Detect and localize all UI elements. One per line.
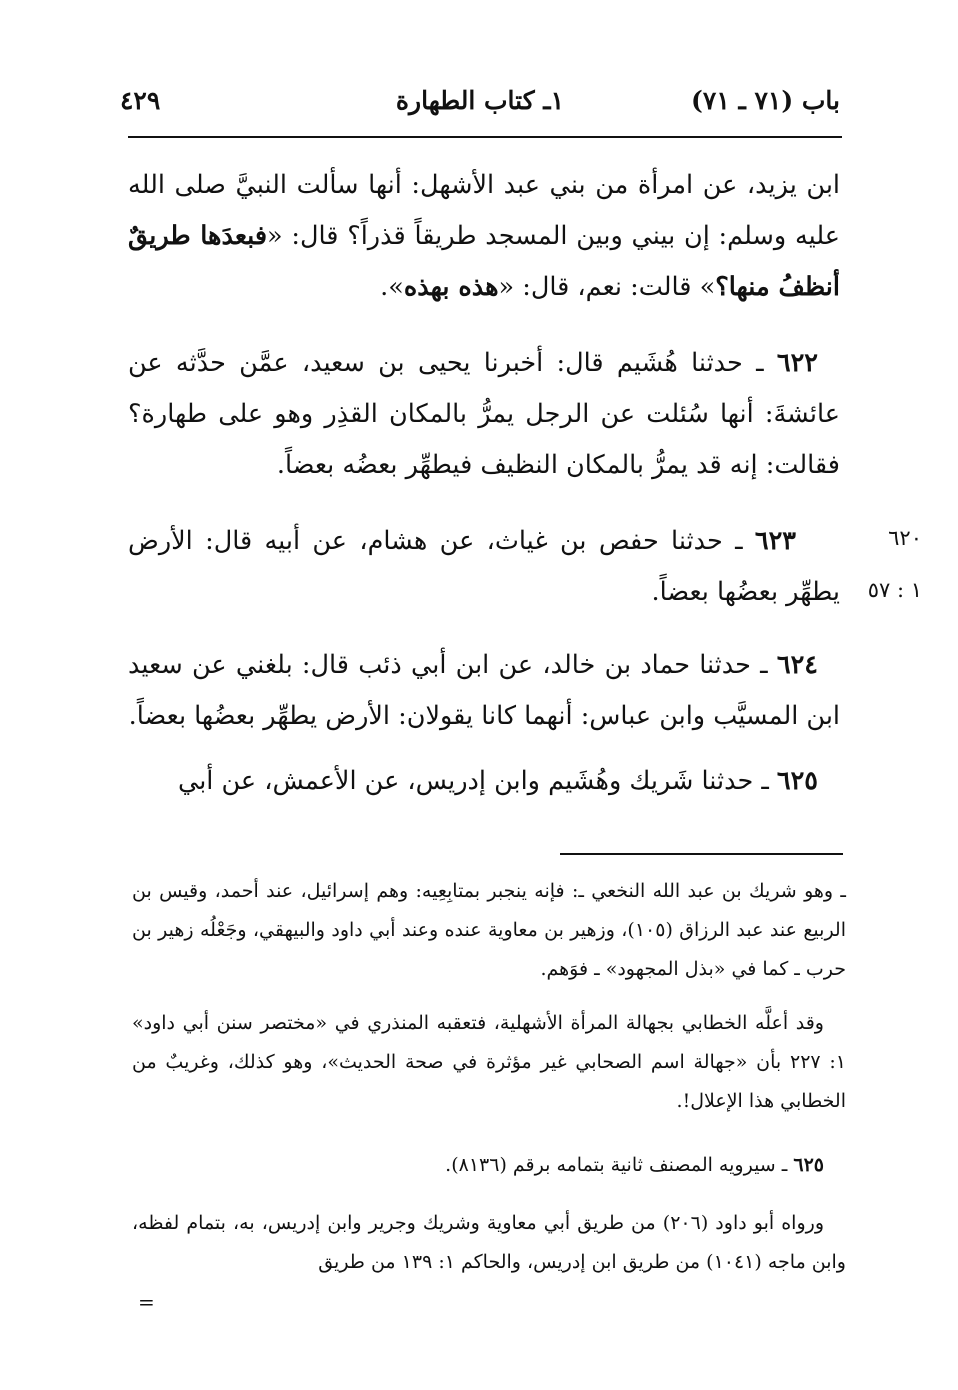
- hadith-text: ـ حدثنا هُشَيم قال: أخبرنا يحيى بن سعيد، عمَّن حدَّثه عن عائشةَ: أنها سُئلت عن الرجل يمرُّ بالمكان القذِر وهو على طهارة؟ فقالت: إنه قد يمرُّ بالمكان النظيف فيطهِّر بعضُه بعضاً.: [128, 348, 840, 480]
- header-divider: [128, 136, 842, 138]
- footnote-2: [132, 1004, 846, 1121]
- footnote-2-text: وقد أعلَّه الخطابي بجهالة المرأة الأشهلية، فتعقبه المنذري في «مختصر سنن أبي داود» ١: ٢٢٧ بأن «جهالة اسم الصحابي غير مؤثرة في صحة الحديث»، وهو كذلك، وغريبٌ من الخطابي هذا الإعلال!.: [132, 1012, 846, 1112]
- margin-reference-volume: ١ : ٥٧: [867, 578, 922, 602]
- paragraph-1-bold-b: هذه بهذه: [403, 272, 499, 302]
- footnote-3: [132, 1146, 846, 1185]
- margin-reference-number: ٦٢٠: [888, 526, 922, 550]
- hadith-text: ـ حدثنا حفص بن غياث، عن هشام، عن أبيه قال: الأرض يطهِّر بعضُها بعضاً.: [128, 526, 840, 607]
- hadith-text: ـ حدثنا شَريك وهُشَيم وابن إدريس، عن الأعمش، عن أبي: [177, 766, 777, 796]
- hadith-text: ـ حدثنا حماد بن خالد، عن ابن أبي ذئب قال: بلغني عن سعيد ابن المسيَّب وابن عباس: أنهما كانا يقولان: الأرض يطهِّر بعضُها بعضاً.: [128, 650, 840, 731]
- paragraph-1-text-a: ابن يزيد، عن امرأة من بني عبد الأشهل: أنها سألت النبيَّ صلى الله عليه وسلم: إن بيني وبين المسجد طريقاً قذراً؟ قال: «: [128, 170, 840, 251]
- footnote-4: [132, 1204, 846, 1282]
- hadith-number: ٦٢٣: [754, 526, 796, 556]
- paragraph-1-bold-a: فبعدَها طريقٌ أنظفُ منها؟: [128, 221, 840, 302]
- hadith-625: [128, 756, 840, 807]
- hadith-number: ٦٢٥: [776, 766, 818, 796]
- footnote-3-text: ـ سيرويه المصنف ثانية بتمامه برقم (٨١٣٦).: [445, 1154, 794, 1176]
- footnote-4-text: ورواه أبو داود (٢٠٦) من طريق أبي معاوية وشريك وجرير وابن إدريس، به، بتمام لفظه، وابن ماجه (١٠٤١) من طريق ابن إدريس، والحاكم ١: ١٣٩ من طريق: [132, 1212, 846, 1273]
- paragraph-1: [128, 160, 840, 313]
- footnote-1: ـ وهو شريك بن عبد الله النخعي ـ: فإنه ينجبر بمتابِعِيه: وهم إسرائيل، عند أحمد، وقيس بن الربيع عند عبد الرزاق (١٠٥)، وزهير بن معاوية عنده وعند أبي داود والبيهقي، وجَعْلُه زهير بن حرب ـ كما في «بذل المجهود» ـ فوَهم.: [132, 880, 847, 980]
- paragraph-1-text-b: » قالت: نعم، قال: «: [498, 272, 716, 302]
- page-number: ٤٢٩: [120, 86, 161, 115]
- continuation-mark: =: [138, 1290, 155, 1314]
- paragraph-1-text-c: ».: [380, 272, 404, 302]
- hadith-number: ٦٢٢: [776, 348, 818, 378]
- book-title: ١ـ كتاب الطهارة: [395, 86, 565, 115]
- chapter-title: باب (٧١ ـ ٧١): [691, 86, 840, 115]
- hadith-624: [128, 640, 840, 742]
- footnote-number: ٦٢٥: [793, 1154, 824, 1176]
- hadith-622: [128, 338, 840, 491]
- hadith-number: ٦٢٤: [776, 650, 818, 680]
- running-header: [120, 86, 840, 126]
- footnote-divider: [560, 853, 843, 855]
- hadith-623: [128, 516, 840, 618]
